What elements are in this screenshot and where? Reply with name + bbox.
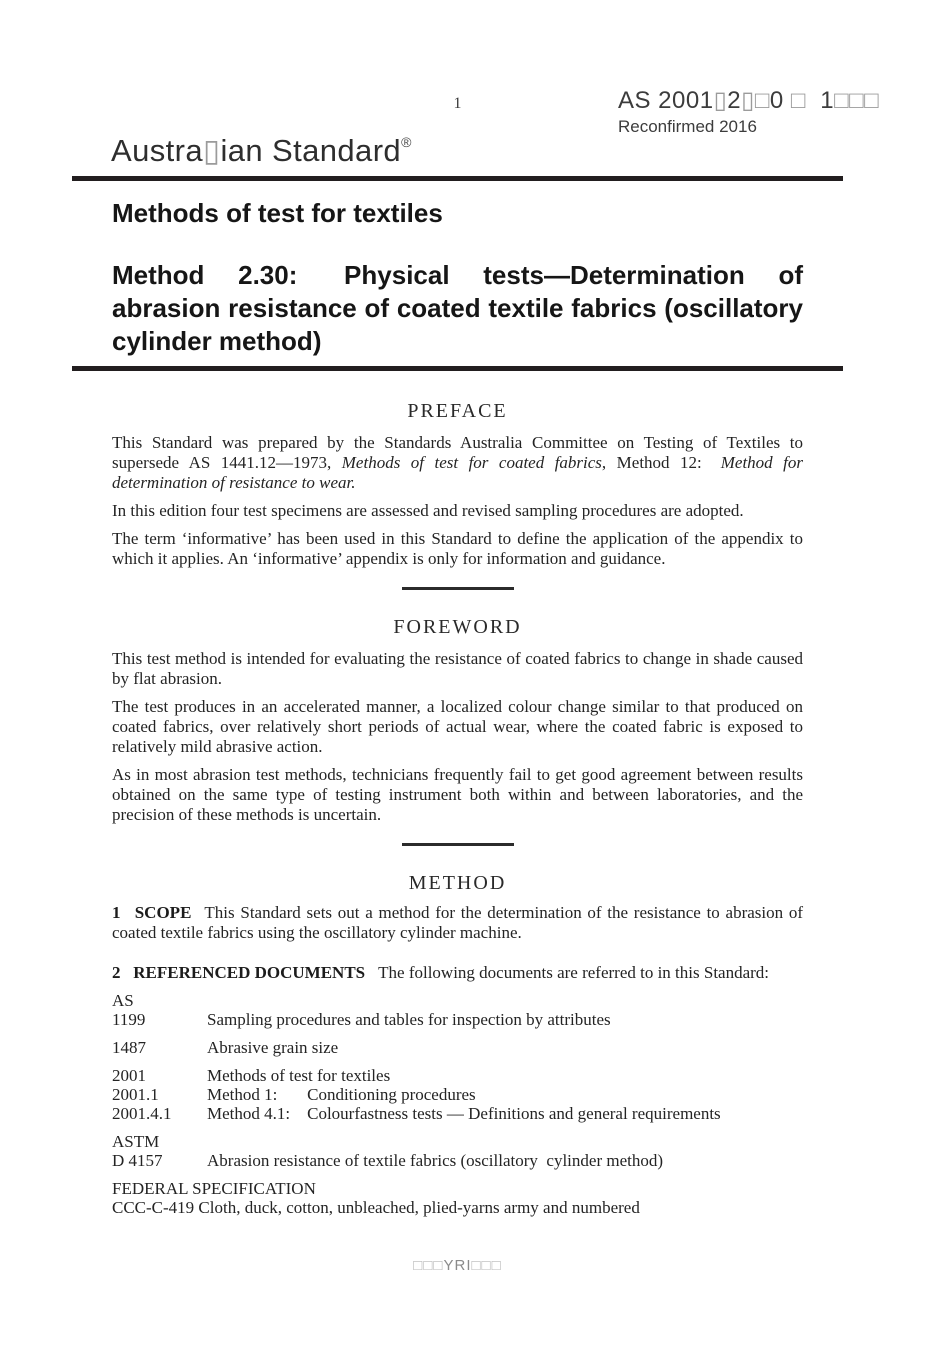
paragraph-text: This Standard was prepared by the Standards Australia Committee on Testing of Textiles to supersede AS 1441.12—1973, [112, 433, 803, 472]
designation-text: 0 [769, 87, 784, 114]
refdoc-group-as [112, 991, 803, 1029]
foreword-paragraph-1: This test method is intended for evaluating the resistance of coated fabrics to change in shade caused by flat abrasion. [112, 649, 803, 688]
section-divider [402, 843, 514, 846]
missing-glyph-box: □□□ [834, 87, 880, 114]
registered-trademark-icon: ® [401, 134, 412, 150]
document-description: Abrasion resistance of textile fabrics (oscillatory cylinder method) [207, 1151, 664, 1170]
organization-label: ASTM [112, 1132, 160, 1151]
section-divider [402, 587, 514, 590]
document-code: 1487 [112, 1038, 146, 1057]
brand-title [111, 133, 412, 169]
horizontal-rule-top [72, 176, 843, 181]
refdoc-row [112, 1151, 803, 1170]
scope-clause [112, 903, 803, 943]
document-code: 1199 [112, 1010, 146, 1029]
document-code: D 4157 [112, 1151, 163, 1170]
organization-label: FEDERAL SPECIFICATION [112, 1179, 316, 1198]
preface-paragraph-3: The term ‘informative’ has been used in this Standard to define the application of the appendix to which it applies. An ‘informative’ appendix is only for information and guidance. [112, 529, 803, 568]
missing-glyph-box: □ [783, 87, 806, 114]
foreword-paragraph-2: The test produces in an accelerated manner, a localized colour change similar to that produced on coated fabrics, over relatively short periods of actual wear, where the coated fabric is exposed to relatively mild abrasive action. [112, 697, 803, 756]
document-description: CCC-C-419 Cloth, duck, cotton, unbleached, plied-yarns army and numbered [112, 1198, 640, 1217]
missing-glyph-box: ▯ [203, 133, 221, 168]
refdoc-row [112, 1104, 803, 1123]
italic-reference-title: Method for determination of resistance to wear. [112, 453, 803, 492]
paragraph-text: , Method 12: [601, 453, 721, 472]
clause-text: The following documents are referred to in this Standard: [378, 963, 770, 982]
document-body [112, 196, 803, 1217]
brand-text: Austra [111, 133, 203, 168]
designation-text: 1 [805, 87, 835, 114]
designation-text: 2 [727, 87, 742, 114]
refdoc-group-astm [112, 1132, 803, 1170]
refdoc-row [112, 1085, 803, 1104]
horizontal-rule-under-title [72, 366, 843, 371]
standard-designation-block [618, 86, 879, 137]
document-description: Methods of test for textiles [207, 1066, 391, 1085]
footer-text: YRI [443, 1257, 472, 1274]
document-title: Methods of test for textiles [112, 198, 443, 228]
missing-glyph-box: ▯□ [741, 87, 770, 114]
document-description: Abrasive grain size [207, 1038, 339, 1057]
document-description: Method 4.1: Colourfastness tests — Definitions and general requirements [207, 1104, 721, 1123]
brand-text: ian Standard [220, 133, 402, 168]
missing-glyph-box: ▯ [713, 87, 728, 114]
italic-reference-title: Methods of test for coated fabrics [341, 453, 602, 472]
method-title: Method 2.30: Physical tests—Determination of abrasion resistance of coated textile fabrics (oscillatory cylinder method) [112, 260, 803, 356]
preface-paragraph-1 [112, 433, 803, 493]
refdoc-group-1487 [112, 1038, 803, 1057]
designation-text: AS 2001 [618, 87, 714, 114]
refdoc-group-2001 [112, 1066, 803, 1123]
clause-number-label: 1 SCOPE [112, 903, 192, 922]
refdoc-row [112, 1010, 803, 1029]
foreword-paragraph-3: As in most abrasion test methods, technicians frequently fail to get good agreement between results obtained on the same type of testing instrument both within and between laboratories, and the precision of these methods is uncertain. [112, 765, 803, 824]
clause-number-label: 2 REFERENCED DOCUMENTS [112, 963, 366, 982]
referenced-documents-clause [112, 963, 803, 983]
foreword-heading: FOREWORD [393, 616, 522, 638]
page-footer [112, 1257, 803, 1274]
refdoc-row [112, 1066, 803, 1085]
reconfirmed-note: Reconfirmed 2016 [618, 117, 757, 136]
page-number: 1 [453, 95, 462, 112]
document-description: Method 1: Conditioning procedures [207, 1085, 476, 1104]
preface-paragraph-2: In this edition four test specimens are assessed and revised sampling procedures are adopted. [112, 501, 744, 520]
organization-label: AS [112, 991, 134, 1010]
preface-heading: PREFACE [407, 400, 508, 422]
missing-glyph-box: □□□ [413, 1257, 444, 1274]
refdoc-row [112, 1038, 803, 1057]
document-code: 2001.1 [112, 1085, 159, 1104]
method-heading: METHOD [408, 872, 507, 894]
document-description: Sampling procedures and tables for inspection by attributes [207, 1010, 611, 1029]
designation-code [618, 86, 879, 115]
refdoc-group-federal-specification [112, 1179, 803, 1217]
document-code: 2001.4.1 [112, 1104, 172, 1123]
document-code: 2001 [112, 1066, 146, 1085]
missing-glyph-box: □□□ [471, 1257, 502, 1274]
clause-text: This Standard sets out a method for the determination of the resistance to abrasion of coated textile fabrics using the oscillatory cylinder machine. [112, 903, 804, 942]
